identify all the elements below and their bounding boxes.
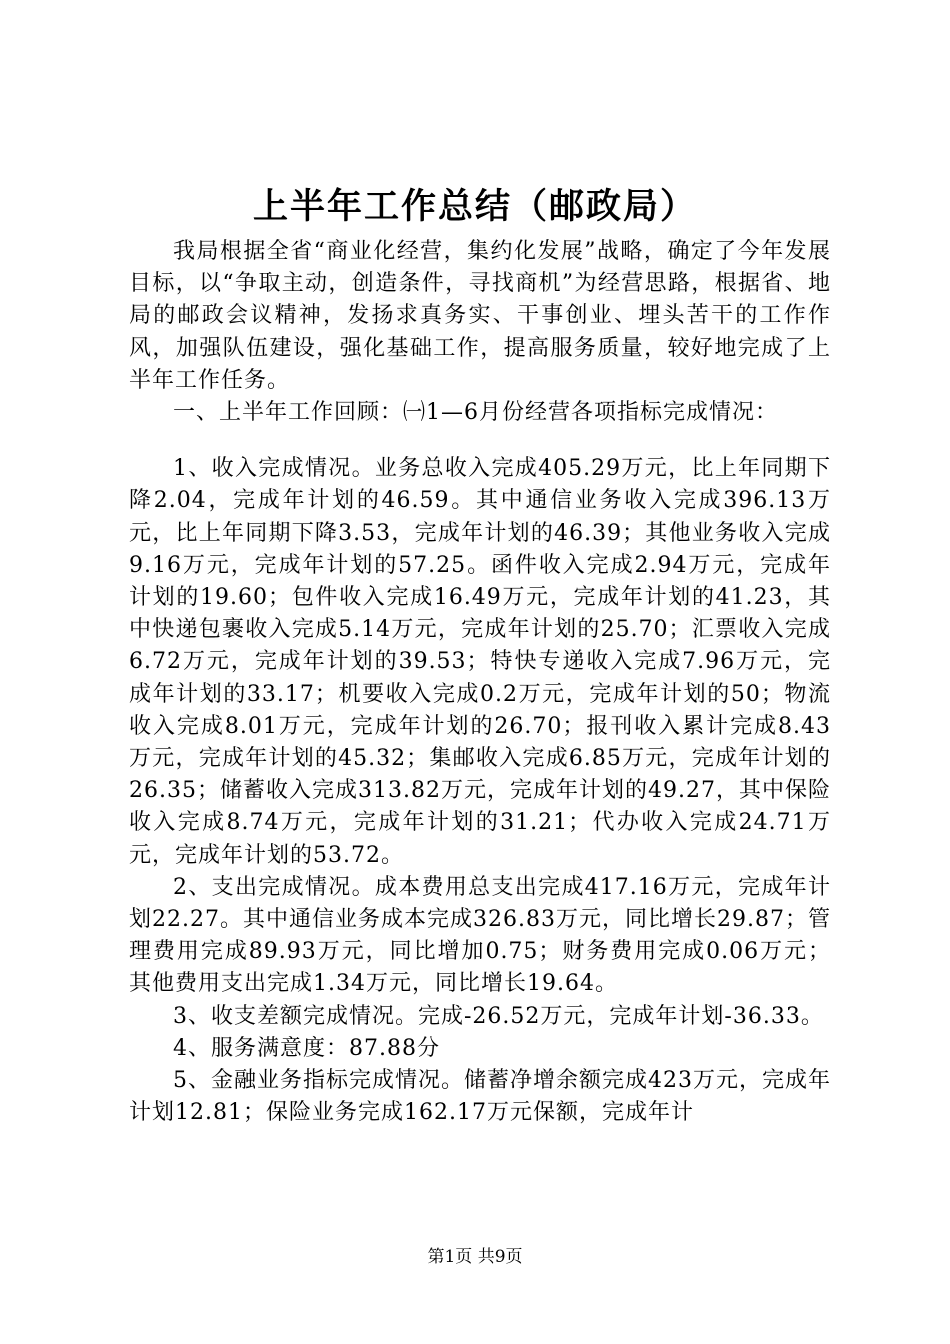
page-number: 第1页 共9页 xyxy=(427,1247,523,1267)
paragraph-intro: 我局根据全省“商业化经营，集约化发展”战略，确定了今年发展目标，以“争取主动，创造条件，寻找商机”为经营思路，根据省、地局的邮政会议精神，发扬求真务实、干事创业、埋头苦干的工作作风，加强队伍建设，强化基础工作，提高服务质量，较好地完成了上半年工作任务。 xyxy=(129,239,831,393)
paragraph-finance: 5、金融业务指标完成情况。储蓄净增余额完成423万元，完成年计划12.81；保险业务完成162.17万元保额，完成年计 xyxy=(129,1068,831,1126)
paragraph-satisfaction: 4、服务满意度：87.88分 xyxy=(173,1035,440,1061)
paragraph-section-heading: 一、上半年工作回顾：㈠1—6月份经营各项指标完成情况： xyxy=(173,400,778,426)
paragraph-expense: 2、支出完成情况。成本费用总支出完成417.16万元，完成年计划22.27。其中通信业务成本完成326.83万元，同比增长29.87；管理费用完成89.93万元，同比增加0.75；财务费用完成0.06万元；其他费用支出完成1.34万元，同比增长19.64。 xyxy=(129,874,831,997)
paragraph-balance: 3、收支差额完成情况。完成-26.52万元，完成年计划-36.33。 xyxy=(173,1003,824,1029)
paragraph-income: 1、收入完成情况。业务总收入完成405.29万元，比上年同期下降2.04，完成年计划的46.59。其中通信业务收入完成396.13万元，比上年同期下降3.53，完成年计划的46.39；其他业务收入完成9.16万元，完成年计划的57.25。函件收入完成2.94万元，完成年计划的19.60；包件收入完成16.49万元，完成年计划的41.23，其中快递包裹收入完成5.14万元，完成年计划的25.70；汇票收入完成6.72万元，完成年计划的39.53；特快专递收入完成7.96万元，完成年计划的33.17；机要收入完成0.2万元，完成年计划的50；物流收入完成8.01万元，完成年计划的26.70；报刊收入累计完成8.43万元，完成年计划的45.32；集邮收入完成6.85万元，完成年计划的26.35；储蓄收入完成313.82万元，完成年计划的49.27，其中保险收入完成8.74万元，完成年计划的31.21；代办收入完成24.71万元，完成年计划的53.72。 xyxy=(129,456,831,868)
document-title: 上半年工作总结（邮政局） xyxy=(252,186,697,227)
document-body xyxy=(129,236,831,1129)
